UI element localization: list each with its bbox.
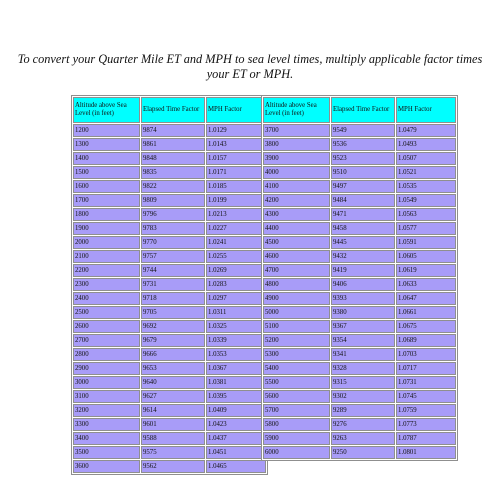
table-row (263, 292, 456, 305)
cell-elapsed-time-factor: 9536 (331, 138, 395, 151)
table-row (73, 264, 266, 277)
cell-mph-factor: 1.0745 (396, 390, 456, 403)
intro-line-1: To convert your Quarter Mile ET and MPH to sea level times, multiply applicable factor times (17, 52, 483, 66)
cell-elapsed-time-factor: 9757 (141, 250, 205, 263)
cell-elapsed-time-factor: 9848 (141, 152, 205, 165)
cell-altitude: 4300 (263, 208, 330, 221)
cell-elapsed-time-factor: 9510 (331, 166, 395, 179)
table-row (263, 404, 456, 417)
cell-mph-factor: 1.0129 (206, 124, 266, 137)
cell-mph-factor: 1.0157 (206, 152, 266, 165)
table-row (263, 446, 456, 459)
table-row (73, 418, 266, 431)
cell-altitude: 5800 (263, 418, 330, 431)
header-altitude: Altitude above Sea Level (in feet) (73, 97, 140, 123)
cell-altitude: 3500 (73, 446, 140, 459)
cell-mph-factor: 1.0689 (396, 334, 456, 347)
table-row (263, 264, 456, 277)
cell-mph-factor: 1.0647 (396, 292, 456, 305)
cell-mph-factor: 1.0521 (396, 166, 456, 179)
table-row (263, 236, 456, 249)
cell-mph-factor: 1.0717 (396, 362, 456, 375)
table-row (263, 432, 456, 445)
table-row (73, 250, 266, 263)
cell-altitude: 1400 (73, 152, 140, 165)
cell-altitude: 5200 (263, 334, 330, 347)
table-row (73, 404, 266, 417)
cell-altitude: 4500 (263, 236, 330, 249)
cell-mph-factor: 1.0199 (206, 194, 266, 207)
cell-mph-factor: 1.0297 (206, 292, 266, 305)
cell-mph-factor: 1.0801 (396, 446, 456, 459)
table-row (263, 334, 456, 347)
table-row (73, 236, 266, 249)
cell-elapsed-time-factor: 9445 (331, 236, 395, 249)
cell-elapsed-time-factor: 9679 (141, 334, 205, 347)
cell-altitude: 2800 (73, 348, 140, 361)
cell-elapsed-time-factor: 9835 (141, 166, 205, 179)
table-row (263, 208, 456, 221)
table-row (263, 390, 456, 403)
cell-mph-factor: 1.0409 (206, 404, 266, 417)
cell-altitude: 1900 (73, 222, 140, 235)
table-row (73, 278, 266, 291)
header-elapsed-time-factor: Elapsed Time Factor (141, 97, 205, 123)
table-row (263, 152, 456, 165)
table-header (73, 97, 266, 123)
cell-elapsed-time-factor: 9666 (141, 348, 205, 361)
table-row (263, 124, 456, 137)
cell-elapsed-time-factor: 9484 (331, 194, 395, 207)
cell-altitude: 1800 (73, 208, 140, 221)
table-row (73, 390, 266, 403)
cell-elapsed-time-factor: 9458 (331, 222, 395, 235)
table-row (263, 180, 456, 193)
cell-altitude: 3300 (73, 418, 140, 431)
cell-mph-factor: 1.0171 (206, 166, 266, 179)
cell-altitude: 4900 (263, 292, 330, 305)
cell-elapsed-time-factor: 9601 (141, 418, 205, 431)
cell-elapsed-time-factor: 9250 (331, 446, 395, 459)
cell-elapsed-time-factor: 9770 (141, 236, 205, 249)
cell-elapsed-time-factor: 9289 (331, 404, 395, 417)
cell-altitude: 4100 (263, 180, 330, 193)
cell-mph-factor: 1.0227 (206, 222, 266, 235)
cell-mph-factor: 1.0563 (396, 208, 456, 221)
cell-elapsed-time-factor: 9497 (331, 180, 395, 193)
cell-mph-factor: 1.0465 (206, 460, 266, 473)
cell-elapsed-time-factor: 9744 (141, 264, 205, 277)
cell-altitude: 4000 (263, 166, 330, 179)
cell-elapsed-time-factor: 9731 (141, 278, 205, 291)
cell-mph-factor: 1.0507 (396, 152, 456, 165)
table-row (73, 166, 266, 179)
cell-mph-factor: 1.0619 (396, 264, 456, 277)
cell-mph-factor: 1.0395 (206, 390, 266, 403)
table-body (73, 124, 266, 473)
cell-mph-factor: 1.0185 (206, 180, 266, 193)
table-row (73, 208, 266, 221)
cell-elapsed-time-factor: 9341 (331, 348, 395, 361)
cell-altitude: 1200 (73, 124, 140, 137)
table-row (73, 194, 266, 207)
cell-mph-factor: 1.0703 (396, 348, 456, 361)
factor-table-right (261, 95, 458, 461)
cell-elapsed-time-factor: 9783 (141, 222, 205, 235)
table-row (73, 222, 266, 235)
header-mph-factor: MPH Factor (396, 97, 456, 123)
cell-elapsed-time-factor: 9432 (331, 250, 395, 263)
cell-mph-factor: 1.0367 (206, 362, 266, 375)
table-row (263, 138, 456, 151)
cell-elapsed-time-factor: 9302 (331, 390, 395, 403)
cell-altitude: 2500 (73, 306, 140, 319)
cell-mph-factor: 1.0591 (396, 236, 456, 249)
cell-altitude: 4700 (263, 264, 330, 277)
cell-mph-factor: 1.0535 (396, 180, 456, 193)
cell-altitude: 2300 (73, 278, 140, 291)
cell-mph-factor: 1.0255 (206, 250, 266, 263)
cell-altitude: 5100 (263, 320, 330, 333)
cell-mph-factor: 1.0143 (206, 138, 266, 151)
cell-altitude: 2400 (73, 292, 140, 305)
cell-mph-factor: 1.0759 (396, 404, 456, 417)
table-row (73, 320, 266, 333)
cell-elapsed-time-factor: 9861 (141, 138, 205, 151)
table-row (73, 362, 266, 375)
table-row (263, 306, 456, 319)
table-row (263, 320, 456, 333)
table-row (263, 376, 456, 389)
cell-elapsed-time-factor: 9315 (331, 376, 395, 389)
cell-mph-factor: 1.0241 (206, 236, 266, 249)
table-row (73, 124, 266, 137)
table-row (73, 306, 266, 319)
cell-mph-factor: 1.0423 (206, 418, 266, 431)
cell-mph-factor: 1.0283 (206, 278, 266, 291)
cell-altitude: 4200 (263, 194, 330, 207)
cell-elapsed-time-factor: 9406 (331, 278, 395, 291)
cell-elapsed-time-factor: 9549 (331, 124, 395, 137)
cell-altitude: 1300 (73, 138, 140, 151)
cell-altitude: 4800 (263, 278, 330, 291)
cell-altitude: 5300 (263, 348, 330, 361)
cell-altitude: 4400 (263, 222, 330, 235)
intro-text (6, 52, 494, 82)
cell-elapsed-time-factor: 9874 (141, 124, 205, 137)
table-row (73, 152, 266, 165)
cell-elapsed-time-factor: 9263 (331, 432, 395, 445)
cell-elapsed-time-factor: 9627 (141, 390, 205, 403)
table-row (73, 348, 266, 361)
cell-mph-factor: 1.0577 (396, 222, 456, 235)
cell-elapsed-time-factor: 9523 (331, 152, 395, 165)
table-row (73, 180, 266, 193)
table-row (73, 432, 266, 445)
table-body (263, 124, 456, 459)
header-altitude: Altitude above Sea Level (in feet) (263, 97, 330, 123)
cell-elapsed-time-factor: 9705 (141, 306, 205, 319)
cell-elapsed-time-factor: 9809 (141, 194, 205, 207)
cell-mph-factor: 1.0605 (396, 250, 456, 263)
cell-mph-factor: 1.0325 (206, 320, 266, 333)
cell-elapsed-time-factor: 9471 (331, 208, 395, 221)
cell-altitude: 4600 (263, 250, 330, 263)
cell-altitude: 1700 (73, 194, 140, 207)
cell-altitude: 3800 (263, 138, 330, 151)
factor-table-left (71, 95, 268, 475)
cell-altitude: 2700 (73, 334, 140, 347)
table-row (263, 362, 456, 375)
intro-line-2: your ET or MPH. (206, 67, 294, 81)
cell-altitude: 3100 (73, 390, 140, 403)
cell-elapsed-time-factor: 9692 (141, 320, 205, 333)
header-row (73, 97, 266, 123)
cell-mph-factor: 1.0731 (396, 376, 456, 389)
cell-elapsed-time-factor: 9380 (331, 306, 395, 319)
table-row (263, 278, 456, 291)
cell-elapsed-time-factor: 9718 (141, 292, 205, 305)
cell-altitude: 5400 (263, 362, 330, 375)
cell-elapsed-time-factor: 9328 (331, 362, 395, 375)
header-row (263, 97, 456, 123)
cell-elapsed-time-factor: 9393 (331, 292, 395, 305)
cell-altitude: 5700 (263, 404, 330, 417)
cell-altitude: 5600 (263, 390, 330, 403)
cell-elapsed-time-factor: 9419 (331, 264, 395, 277)
cell-mph-factor: 1.0269 (206, 264, 266, 277)
cell-altitude: 3900 (263, 152, 330, 165)
cell-altitude: 5500 (263, 376, 330, 389)
cell-elapsed-time-factor: 9640 (141, 376, 205, 389)
table-row (263, 250, 456, 263)
cell-elapsed-time-factor: 9575 (141, 446, 205, 459)
cell-elapsed-time-factor: 9562 (141, 460, 205, 473)
cell-altitude: 2200 (73, 264, 140, 277)
cell-mph-factor: 1.0493 (396, 138, 456, 151)
table-row (73, 138, 266, 151)
header-elapsed-time-factor: Elapsed Time Factor (331, 97, 395, 123)
cell-elapsed-time-factor: 9588 (141, 432, 205, 445)
cell-altitude: 1600 (73, 180, 140, 193)
cell-mph-factor: 1.0381 (206, 376, 266, 389)
cell-mph-factor: 1.0311 (206, 306, 266, 319)
cell-elapsed-time-factor: 9367 (331, 320, 395, 333)
cell-altitude: 5000 (263, 306, 330, 319)
cell-mph-factor: 1.0787 (396, 432, 456, 445)
table-row (263, 222, 456, 235)
cell-mph-factor: 1.0661 (396, 306, 456, 319)
cell-mph-factor: 1.0213 (206, 208, 266, 221)
cell-altitude: 3000 (73, 376, 140, 389)
cell-altitude: 3600 (73, 460, 140, 473)
cell-mph-factor: 1.0437 (206, 432, 266, 445)
cell-altitude: 2000 (73, 236, 140, 249)
cell-mph-factor: 1.0633 (396, 278, 456, 291)
cell-elapsed-time-factor: 9653 (141, 362, 205, 375)
cell-elapsed-time-factor: 9822 (141, 180, 205, 193)
cell-altitude: 2100 (73, 250, 140, 263)
cell-altitude: 2900 (73, 362, 140, 375)
table-row (263, 194, 456, 207)
cell-altitude: 3200 (73, 404, 140, 417)
cell-mph-factor: 1.0451 (206, 446, 266, 459)
cell-altitude: 3700 (263, 124, 330, 137)
table-row (73, 334, 266, 347)
header-mph-factor: MPH Factor (206, 97, 266, 123)
table-row (73, 446, 266, 459)
table-row (73, 460, 266, 473)
cell-altitude: 3400 (73, 432, 140, 445)
table-row (263, 418, 456, 431)
cell-elapsed-time-factor: 9354 (331, 334, 395, 347)
table-row (73, 292, 266, 305)
table-row (263, 166, 456, 179)
cell-elapsed-time-factor: 9614 (141, 404, 205, 417)
cell-mph-factor: 1.0773 (396, 418, 456, 431)
table-header (263, 97, 456, 123)
cell-altitude: 5900 (263, 432, 330, 445)
cell-mph-factor: 1.0353 (206, 348, 266, 361)
cell-mph-factor: 1.0675 (396, 320, 456, 333)
cell-elapsed-time-factor: 9276 (331, 418, 395, 431)
cell-mph-factor: 1.0339 (206, 334, 266, 347)
cell-mph-factor: 1.0479 (396, 124, 456, 137)
cell-mph-factor: 1.0549 (396, 194, 456, 207)
cell-altitude: 6000 (263, 446, 330, 459)
cell-altitude: 1500 (73, 166, 140, 179)
cell-elapsed-time-factor: 9796 (141, 208, 205, 221)
table-row (73, 376, 266, 389)
table-row (263, 348, 456, 361)
cell-altitude: 2600 (73, 320, 140, 333)
